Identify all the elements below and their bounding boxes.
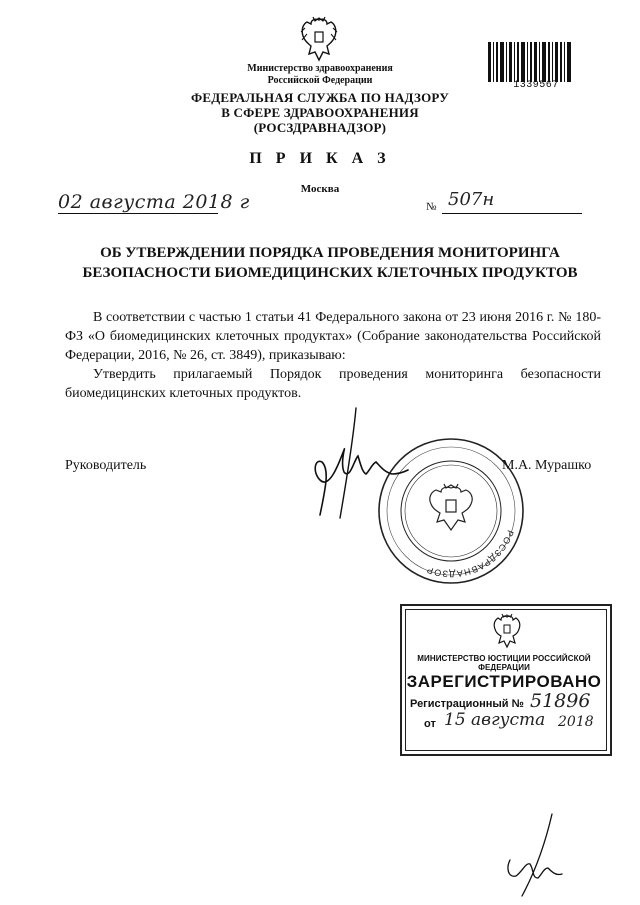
signer-role: Руководитель [65, 458, 147, 473]
number-sign: № [426, 201, 437, 213]
document-type: П Р И К А З [249, 150, 391, 167]
document-body [65, 308, 601, 403]
order-date-handwritten: 02 августа 2018 г [58, 191, 250, 213]
body-paragraph-1: В соответствии с частью 1 статьи 41 Федерального закона от 23 июня 2016 г. № 180-ФЗ «О биомедицинских клеточных продуктах» (Собрание законодательства Российской Федерации, 2016, № 26, ст. 3849), приказываю: [65, 310, 601, 363]
stamp-date-label: от [424, 718, 436, 730]
service-line-2: В СФЕРЕ ЗДРАВООХРАНЕНИЯ [221, 105, 419, 120]
stamp-ministry: МИНИСТЕРСТВО ЮСТИЦИИ РОССИЙСКОЙ ФЕДЕРАЦИИ [417, 654, 591, 672]
number-underline [442, 213, 582, 214]
date-underline [58, 213, 218, 214]
service-name [140, 90, 500, 135]
service-line-1: ФЕДЕРАЛЬНАЯ СЛУЖБА ПО НАДЗОРУ [191, 90, 449, 105]
stamp-status: ЗАРЕГИСТРИРОВАНО [406, 672, 602, 691]
ministry-name [200, 63, 440, 87]
emblem-icon [297, 14, 341, 66]
body-paragraph-2: Утвердить прилагаемый Порядок проведения мониторинга безопасности биомедицинских клеточных продуктов. [65, 367, 601, 401]
stamp-emblem-icon [490, 612, 524, 652]
svg-text:РОСЗДРАВНАДЗОР [425, 529, 516, 579]
service-line-3: (РОСЗДРАВНАДЗОР) [253, 120, 387, 135]
stamp-number-handwritten: 51896 [530, 690, 591, 712]
title-line-1: ОБ УТВЕРЖДЕНИИ ПОРЯДКА ПРОВЕДЕНИЯ МОНИТОРИНГА [100, 245, 560, 261]
signer-name: М.А. Мурашко [502, 458, 592, 473]
city: Москва [300, 183, 340, 195]
registration-signature-icon [500, 810, 570, 900]
order-number-handwritten: 507н [448, 189, 495, 210]
title-line-2: БЕЗОПАСНОСТИ БИОМЕДИЦИНСКИХ КЛЕТОЧНЫХ ПРОДУКТОВ [82, 265, 578, 281]
ministry-line-2: Российской Федерации [267, 75, 373, 86]
stamp-year-handwritten: 2018 [558, 714, 594, 730]
seal-text: РОСЗДРАВНАДЗОР [424, 528, 516, 580]
signature-icon [300, 400, 410, 520]
ministry-line-1: Министерство здравоохранения [247, 63, 393, 74]
document-title [60, 243, 600, 283]
stamp-number-label: Регистрационный № [410, 698, 524, 710]
barcode-icon [488, 42, 572, 82]
stamp-date-handwritten: 15 августа [444, 710, 546, 730]
barcode-number: 1339567 [513, 80, 559, 91]
